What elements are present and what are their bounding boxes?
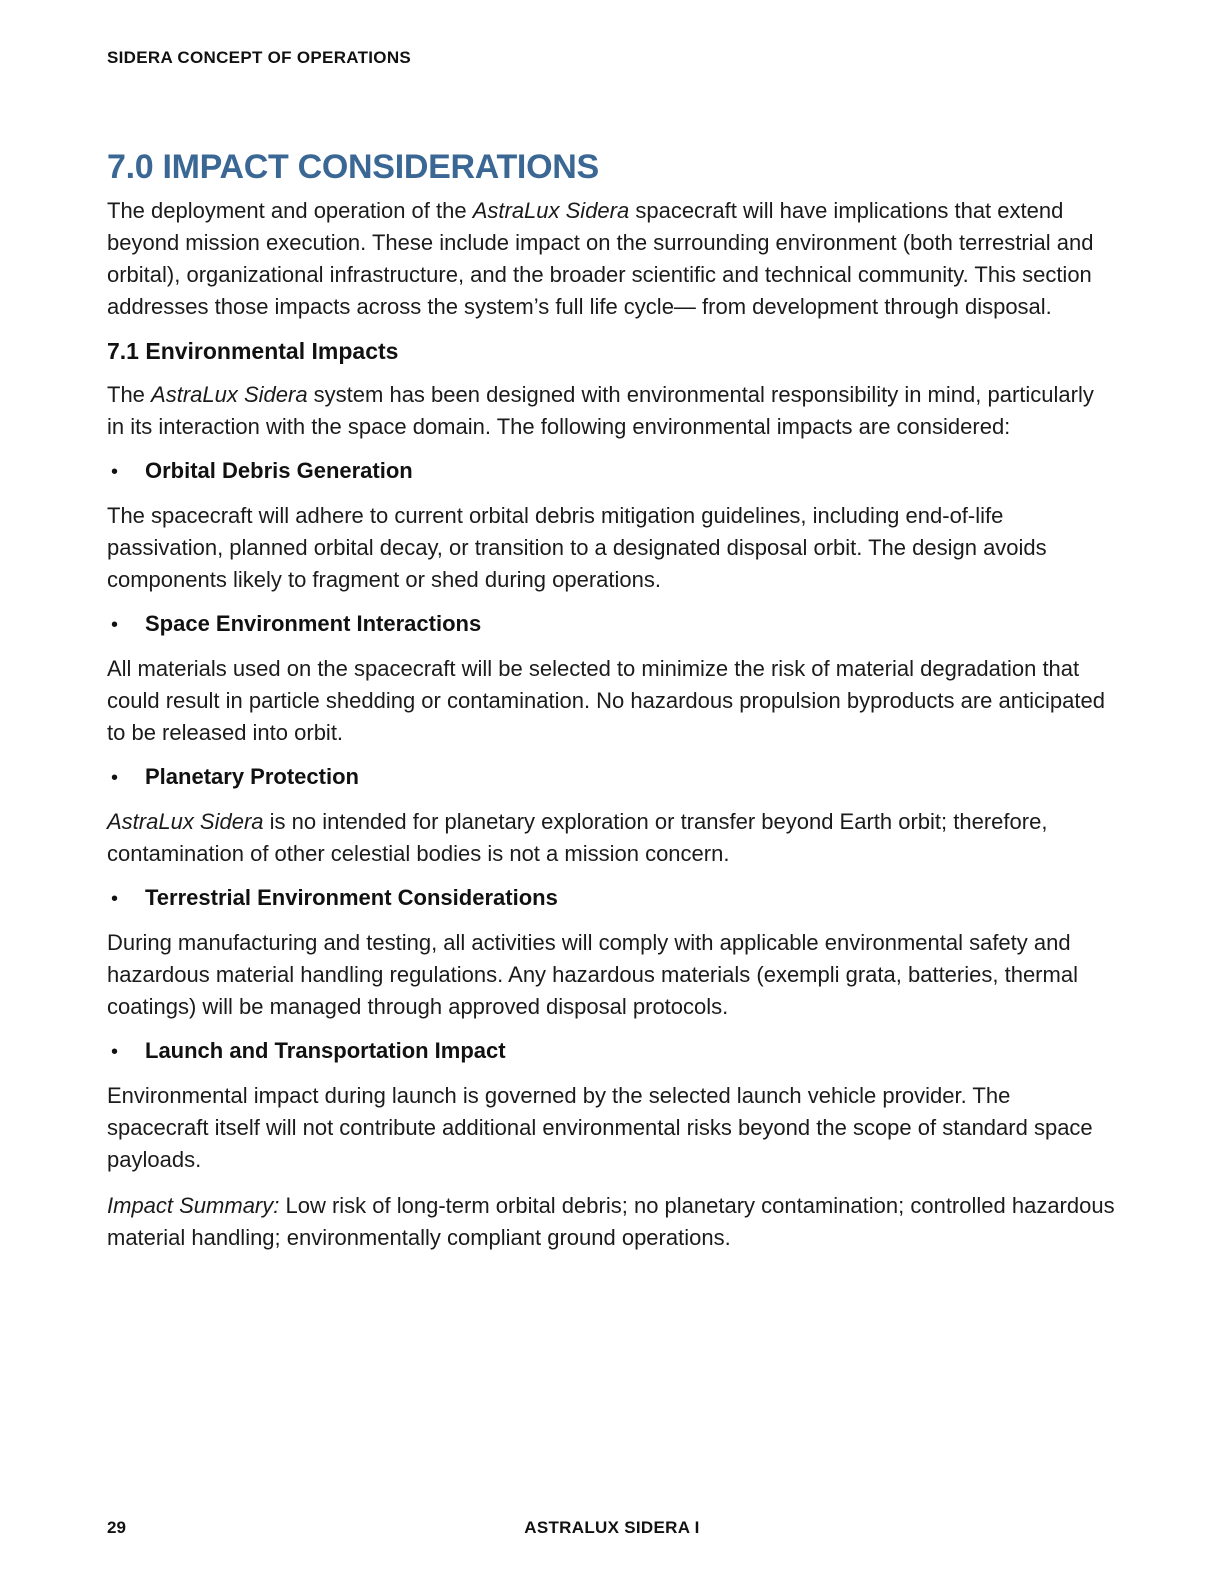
bullet-label: Terrestrial Environment Considerations [145,885,558,910]
running-header: SIDERA CONCEPT OF OPERATIONS [107,48,412,67]
bullet-item [107,457,1117,486]
bullet-marker-icon: • [111,888,119,910]
bullet-label: Planetary Protection [145,764,359,789]
text-run: All materials used on the spacecraft will be selected to minimize the risk of material degradation that could result in particle shedding or contamination. No hazardous propulsion byproducts are anticipated to be released into orbit. [107,656,1105,745]
paragraph [107,806,1117,870]
paragraph [107,379,1117,443]
italic-text: AstraLux Sidera [107,809,264,834]
text-run: is no intended for planetary exploration or transfer beyond Earth orbit; therefore, contamination of other celestial bodies is not a mission concern. [107,809,1048,866]
text-run: spacecraft will have implications that extend beyond mission execution. These include impact on the surrounding environment (both terrestrial and orbital), organizational infrastructure, and the broader scientific and technical community. This section addresses those impacts across the system’s full life cycle— from development through disposal. [107,198,1094,319]
bullet-item [107,1037,1117,1066]
bullet-marker-icon: • [111,767,119,789]
bullet-item [107,610,1117,639]
footer-doc-title: ASTRALUX SIDERA I [524,1518,700,1537]
bullet-marker-icon: • [111,614,119,636]
italic-text: AstraLux Sidera [151,382,308,407]
italic-text: Impact Summary: [107,1193,280,1218]
text-run: The [107,382,152,407]
text-run: During manufacturing and testing, all activities will comply with applicable environmental safety and hazardous material handling regulations. Any hazardous materials (exempli grata, batteries, thermal coatings) will be managed through approved disposal protocols. [107,930,1078,1019]
text-run: Low risk of long-term orbital debris; no planetary contamination; controlled hazardous material handling; environmentally compliant ground operations. [107,1193,1115,1250]
text-run: The spacecraft will adhere to current orbital debris mitigation guidelines, including end-of-life passivation, planned orbital decay, or transition to a designated disposal orbit. The design avoids components likely to fragment or shed during operations. [107,503,1047,592]
paragraph [107,195,1117,323]
bullet-item [107,884,1117,913]
text-run: Environmental impact during launch is governed by the selected launch vehicle provider. The spacecraft itself will not contribute additional environmental risks beyond the scope of standard space payloads. [107,1083,1093,1172]
bullet-marker-icon: • [111,461,119,483]
footer-page-number: 29 [107,1518,126,1537]
paragraph [107,927,1117,1023]
paragraph [107,500,1117,596]
paragraph [107,1190,1117,1254]
bullet-label: Space Environment Interactions [145,611,482,636]
paragraph [107,653,1117,749]
bullet-marker-icon: • [111,1041,119,1063]
section-heading: 7.0 IMPACT CONSIDERATIONS [107,148,599,186]
text-run: The deployment and operation of the [107,198,473,223]
bullet-label: Launch and Transportation Impact [145,1038,506,1063]
bullet-item [107,763,1117,792]
paragraph [107,1080,1117,1176]
subsection-heading: 7.1 Environmental Impacts [107,338,399,364]
text-run: system has been designed with environmental responsibility in mind, particularly in its interaction with the space domain. The following environmental impacts are considered: [107,382,1094,439]
bullet-label: Orbital Debris Generation [145,458,413,483]
italic-text: AstraLux Sidera [472,198,630,223]
document-body [107,195,1117,1254]
page-footer [107,1518,1117,1542]
page-content [107,0,1117,1268]
